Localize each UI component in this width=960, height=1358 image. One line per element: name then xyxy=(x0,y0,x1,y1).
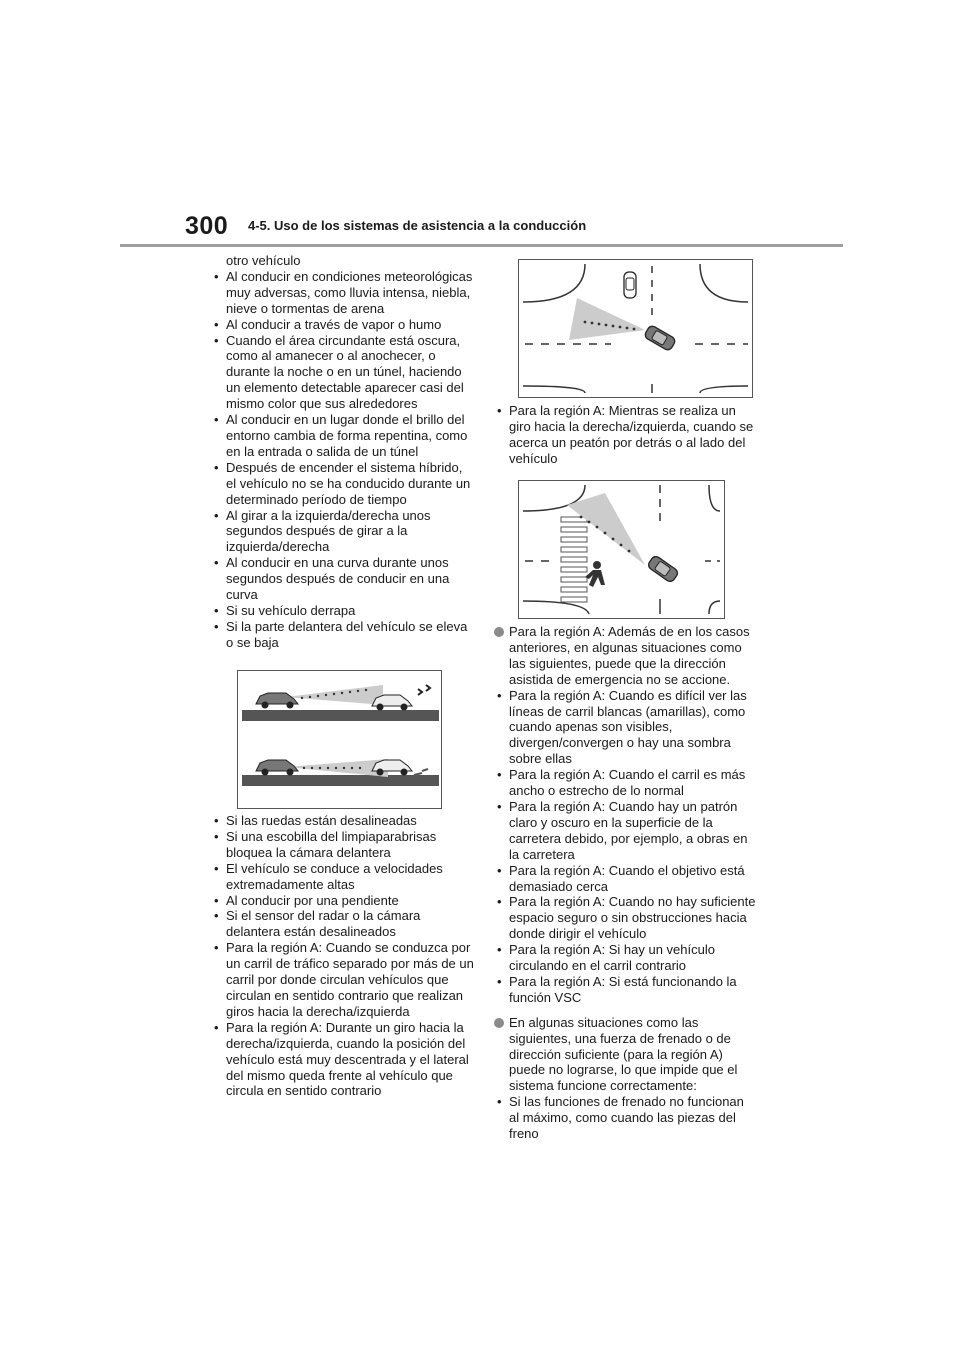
list-item: • Después de encender el sistema híbrido, el vehículo no se ha conducido durante un determinado período de tiempo xyxy=(211,460,474,508)
list-item: • Si las ruedas están desalineadas xyxy=(211,813,474,829)
left-column-top xyxy=(211,253,474,651)
car-icon xyxy=(624,272,636,298)
list-item: • Para la región A: Si hay un vehículo circulando en el carril contrario xyxy=(494,942,756,974)
list-item: • Para la región A: Cuando es difícil ver las líneas de carril blancas (amarillas), como cuando apenas son visibles, divergen/convergen o hay una sombra sobre ellas xyxy=(494,688,756,768)
list-item: • Cuando el área circundante está oscura, como al amanecer o al anochecer, o durante la noche o en un túnel, haciendo un elemento detectable aparecer casi del mismo color que sus alrededores xyxy=(211,333,474,413)
right-column-top xyxy=(494,403,756,467)
car-icon xyxy=(644,324,677,351)
car-icon xyxy=(647,555,680,584)
car-icon xyxy=(372,695,412,711)
crosswalk xyxy=(561,517,587,602)
list-item: • Al conducir en condiciones meteorológicas muy adversas, como lluvia intensa, niebla, nieve o tormentas de arena xyxy=(211,269,474,317)
list-item: • Para la región A: Cuando se conduzca por un carril de tráfico separado por más de un carril por donde circulan vehículos que circulan en sentido contrario que realizan giros hacia la derecha/izquierda xyxy=(211,940,474,1020)
list-item: • Al girar a la izquierda/derecha unos segundos después de girar a la izquierda/derecha xyxy=(211,508,474,556)
chapter-title: 4-5. Uso de los sistemas de asistencia a la conducción xyxy=(248,218,587,233)
continuation-text: otro vehículo xyxy=(226,253,301,268)
bullet-list-d xyxy=(494,688,756,1006)
bullet-list-a xyxy=(211,269,474,651)
list-item: • Si una escobilla del limpiaparabrisas bloquea la cámara delantera xyxy=(211,829,474,861)
car-icon xyxy=(372,760,412,776)
note-block-2 xyxy=(494,1015,756,1095)
right-column-bottom xyxy=(494,624,756,1142)
list-item: • Si la parte delantera del vehículo se eleva o se baja xyxy=(211,619,474,651)
left-column-bottom xyxy=(211,813,474,1099)
page-number: 300 xyxy=(185,212,229,240)
list-item: • Si el sensor del radar o la cámara delantera están desalineados xyxy=(211,908,474,940)
header-divider xyxy=(120,244,843,247)
bullet-dot-icon xyxy=(494,1018,504,1028)
vehicle-pitch-illustration xyxy=(238,671,441,808)
list-item: • Para la región A: Cuando hay un patrón claro y oscuro en la superficie de la carretera debido, por ejemplo, a obras en la carretera xyxy=(494,799,756,863)
bullet-dot-icon xyxy=(494,627,504,637)
intersection-turn-illustration xyxy=(519,260,752,397)
list-item: • Para la región A: Durante un giro hacia la derecha/izquierda, cuando la posición del vehículo está muy descentrada y el lateral del mismo queda frente al vehículo que circula en sentido contrario xyxy=(211,1020,474,1100)
list-item: • Al conducir en un lugar donde el brillo del entorno cambia de forma repentina, como en la entrada o salida de un túnel xyxy=(211,412,474,460)
bullet-list-c xyxy=(494,403,756,467)
bullet-list-e xyxy=(494,1094,756,1142)
figure-vehicle-pitch xyxy=(237,670,442,809)
list-item: • El vehículo se conduce a velocidades extremadamente altas xyxy=(211,861,474,893)
car-icon xyxy=(256,760,298,776)
list-item: • Para la región A: Cuando el carril es más ancho o estrecho de lo normal xyxy=(494,767,756,799)
list-item: • Para la región A: Cuando el objetivo está demasiado cerca xyxy=(494,863,756,895)
note-text: Para la región A: Además de en los casos anteriores, en algunas situaciones como las siguientes, puede que la dirección asistida de emergencia no se accione. xyxy=(509,624,750,687)
pedestrian-illustration xyxy=(519,481,724,618)
note-block-1 xyxy=(494,624,756,688)
list-item: • Al conducir por una pendiente xyxy=(211,893,474,909)
list-item: • Para la región A: Cuando no hay suficiente espacio seguro o sin obstrucciones hacia donde dirigir el vehículo xyxy=(494,894,756,942)
figure-pedestrian xyxy=(518,480,725,619)
figure-intersection-turn xyxy=(518,259,753,398)
list-item: • Para la región A: Mientras se realiza un giro hacia la derecha/izquierda, cuando se acerca un peatón por detrás o al lado del vehículo xyxy=(494,403,756,467)
list-item: • Al conducir en una curva durante unos segundos después de conducir en una curva xyxy=(211,555,474,603)
radar-beam xyxy=(569,298,645,340)
list-item: • Al conducir a través de vapor o humo xyxy=(211,317,474,333)
note-text: En algunas situaciones como las siguientes, una fuerza de frenado o de dirección suficiente (para la región A) puede no lograrse, lo que impide que el sistema funcione correctamente: xyxy=(509,1014,738,1094)
list-item: • Si las funciones de frenado no funcionan al máximo, como cuando las piezas del freno xyxy=(494,1094,756,1142)
list-item: • Si su vehículo derrapa xyxy=(211,603,474,619)
pedestrian-icon xyxy=(585,561,605,587)
bullet-list-b xyxy=(211,813,474,1099)
list-item: • Para la región A: Si está funcionando la función VSC xyxy=(494,974,756,1006)
car-icon xyxy=(256,693,298,709)
